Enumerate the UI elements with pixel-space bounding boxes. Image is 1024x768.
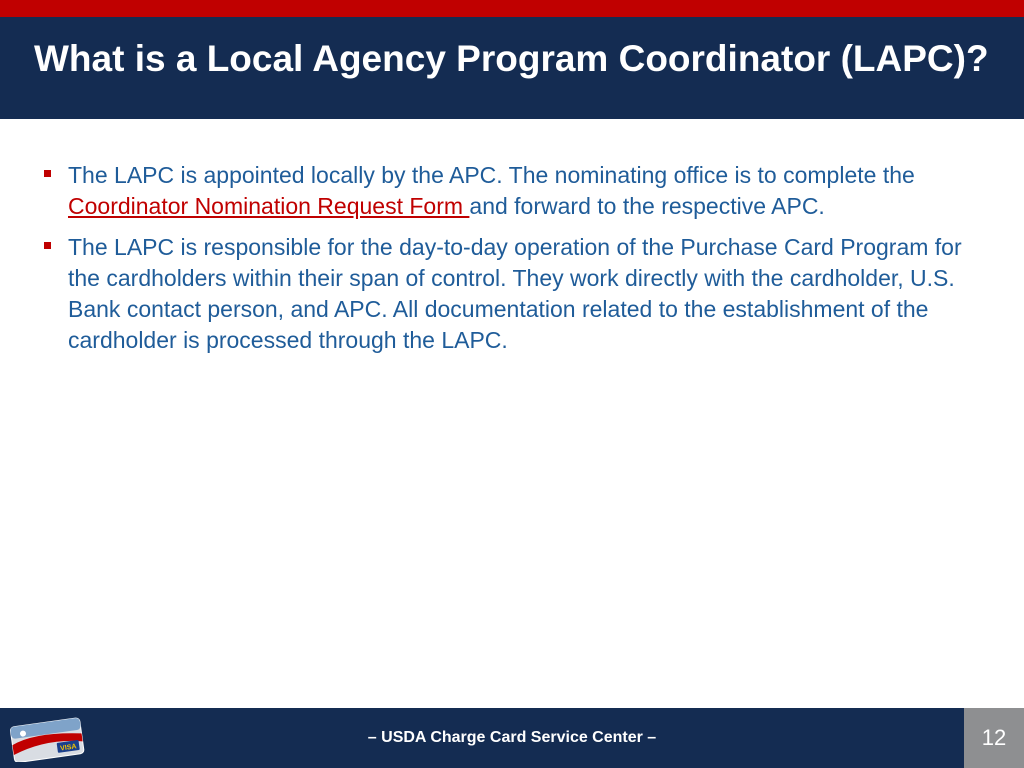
top-red-stripe (0, 0, 1024, 17)
square-bullet-icon (44, 242, 51, 249)
bullet-text: The LAPC is responsible for the day-to-day operation of the Purchase Card Program for the cardholders within their span of control. They work directly with the cardholder, U.S. Bank contact person, and APC. All documentation related to the establishment of the cardholder is processed through the LAPC. (68, 234, 962, 353)
title-bar (0, 17, 1024, 119)
bullet-item-responsibilities (42, 232, 982, 356)
bullet-item-appointment (42, 160, 982, 222)
slide-title: What is a Local Agency Program Coordinator (LAPC)? (34, 38, 989, 79)
slide-content (42, 160, 982, 366)
footer-center-text: – USDA Charge Card Service Center – (367, 729, 657, 746)
bullet-list (42, 160, 982, 356)
bullet-text-before-link: The LAPC is appointed locally by the APC. The nominating office is to complete the (68, 162, 915, 188)
logo-card-text: VISA (59, 743, 78, 753)
page-number-box (964, 708, 1024, 768)
footer-bar (0, 708, 1024, 768)
page-number: 12 (981, 725, 1007, 750)
bullet-text-after-link: and forward to the respective APC. (469, 193, 825, 219)
coordinator-nomination-request-form-link[interactable]: Coordinator Nomination Request Form (68, 193, 470, 219)
square-bullet-icon (44, 170, 51, 177)
